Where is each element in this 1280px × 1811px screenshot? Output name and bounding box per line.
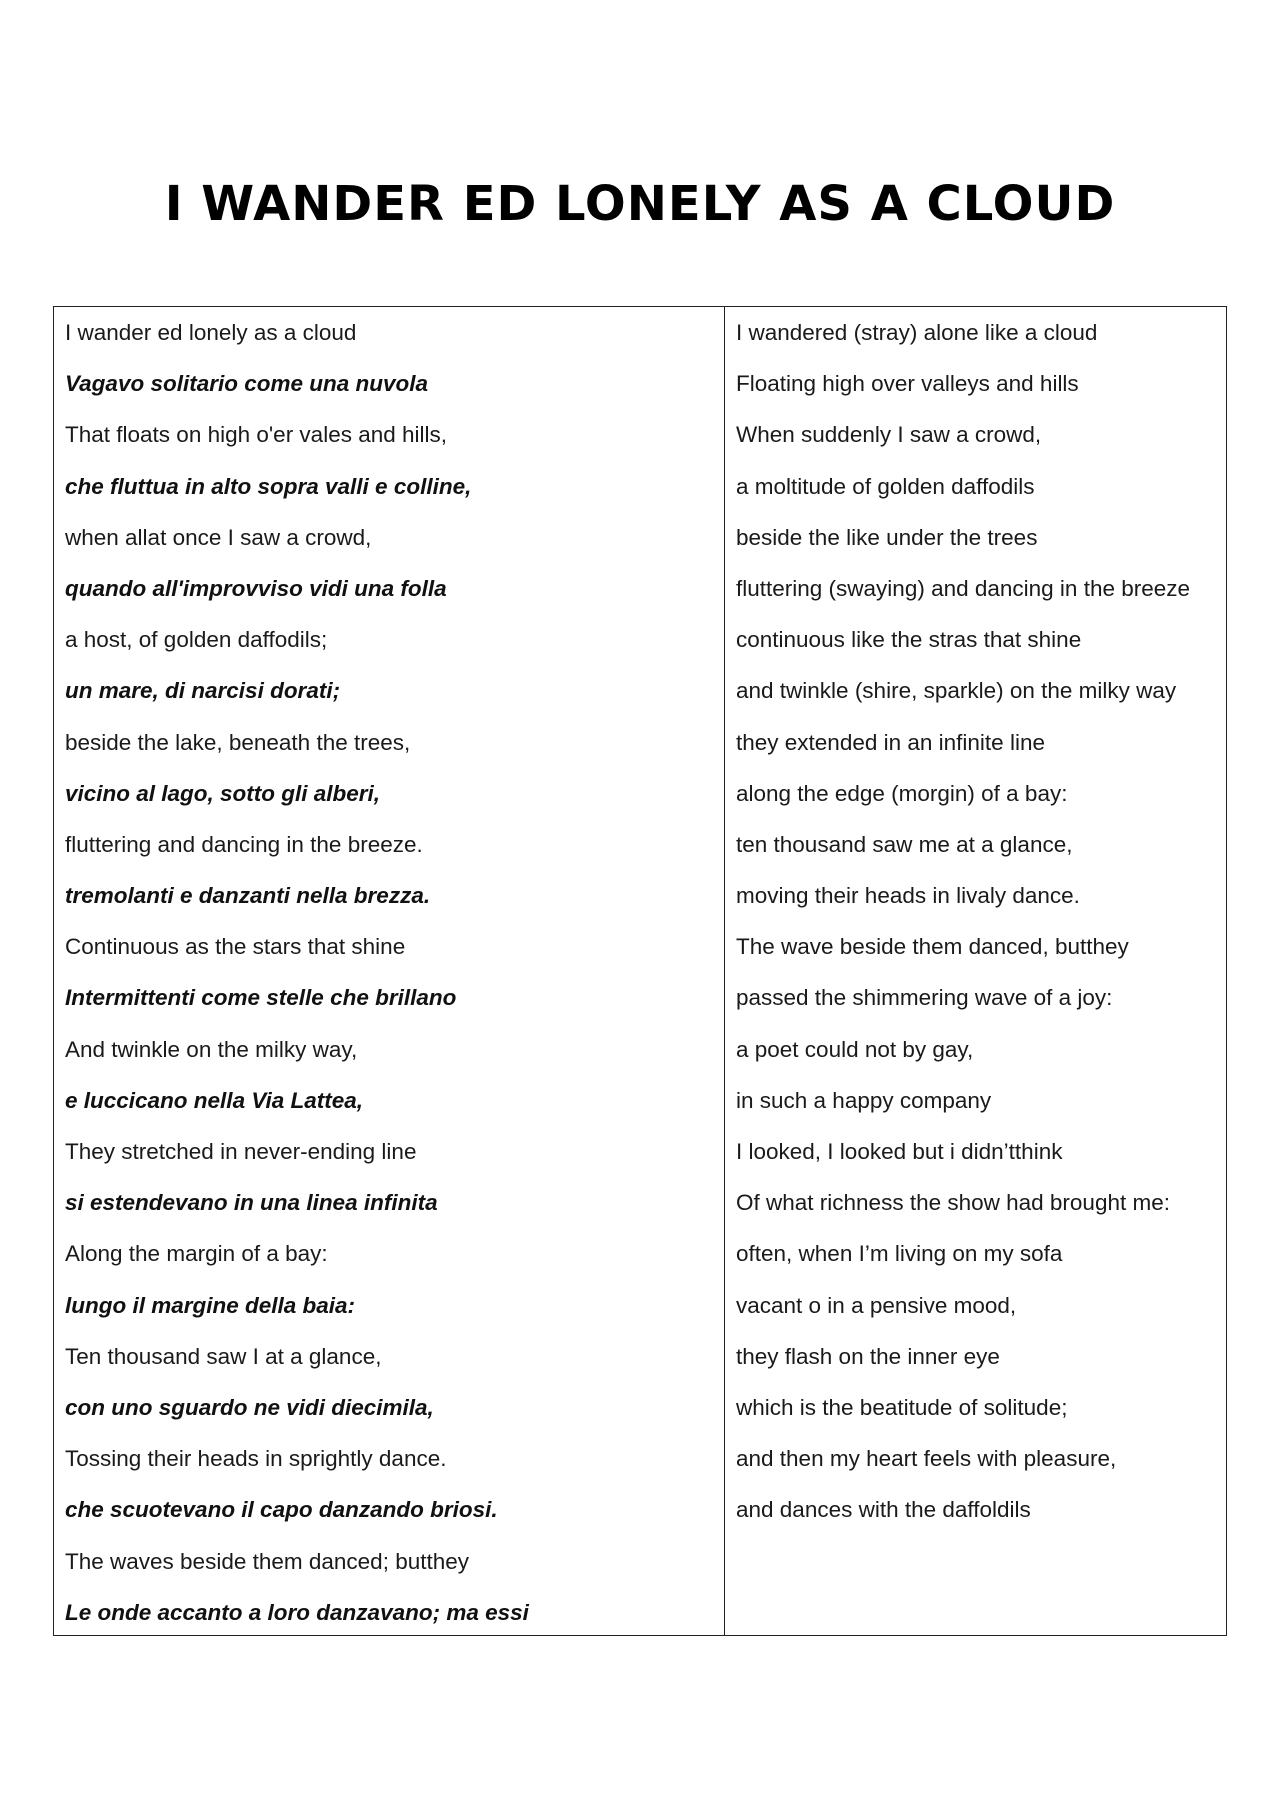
left-poem-line-4: che fluttua in alto sopra valli e colline, [65,473,472,499]
right-poem-line-23: and then my heart feels with pleasure, [736,1446,1117,1472]
right-poem-line-24: and dances with the daffoldils [736,1497,1031,1523]
left-poem-line-8: un mare, di narcisi dorati; [65,678,341,704]
right-poem-line-22: which is the beatitude of solitude; [736,1394,1068,1420]
right-poem-line-19: often, when I’m living on my sofa [736,1241,1063,1267]
poem-table [53,306,1227,1636]
page-title: I WANDER ED LONELY AS A CLOUD [164,176,1116,233]
left-poem-line-18: si estendevano in una linea infinita [65,1190,438,1216]
left-poem-line-22: con uno sguardo ne vidi diecimila, [65,1394,434,1420]
left-poem-line-14: Intermittenti come stelle che brillano [65,985,457,1011]
right-poem-line-6: fluttering (swaying) and dancing in the breeze [736,575,1191,601]
left-poem-line-9: beside the lake, beneath the trees, [65,729,411,755]
right-poem-line-10: along the edge (morgin) of a bay: [736,780,1068,806]
right-poem-line-21: they flash on the inner eye [736,1343,1000,1369]
left-poem-line-25: The waves beside them danced; butthey [65,1548,470,1574]
right-poem-line-1: I wandered (stray) alone like a cloud [736,320,1098,345]
left-poem-line-13: Continuous as the stars that shine [65,934,406,960]
left-poem-line-6: quando all'improvviso vidi una folla [65,575,447,601]
right-poem-line-8: and twinkle (shire, sparkle) on the milky way [736,678,1177,704]
left-poem-line-16: e luccicano nella Via Lattea, [65,1087,364,1113]
right-poem-line-5: beside the like under the trees [736,524,1038,550]
right-poem-line-13: The wave beside them danced, butthey [736,934,1129,960]
left-poem-line-19: Along the margin of a bay: [65,1241,328,1267]
right-poem-line-7: continuous like the stras that shine [736,627,1082,653]
left-poem-line-2: Vagavo solitario come una nuvola [65,371,429,397]
left-poem-line-21: Ten thousand saw I at a glance, [65,1343,382,1369]
right-poem-line-9: they extended in an infinite line [736,729,1045,755]
right-poem-line-18: Of what richness the show had brought me: [736,1190,1170,1216]
left-poem-line-11: fluttering and dancing in the breeze. [65,831,423,857]
english-paraphrase-column [725,307,1226,1635]
left-poem-line-17: They stretched in never-ending line [65,1139,417,1164]
left-poem-line-5: when allat once I saw a crowd, [65,524,372,550]
left-poem-line-23: Tossing their heads in sprightly dance. [65,1446,447,1472]
left-poem-line-12: tremolanti e danzanti nella brezza. [65,883,431,909]
original-and-italian-column [54,307,725,1635]
right-poem-line-20: vacant o in a pensive mood, [736,1292,1017,1318]
right-poem-line-2: Floating high over valleys and hills [736,371,1079,397]
right-poem-line-15: a poet could not by gay, [736,1036,974,1062]
right-poem-line-3: When suddenly I saw a crowd, [736,422,1042,448]
right-poem-line-11: ten thousand saw me at a glance, [736,831,1073,857]
left-poem-line-20: lungo il margine della baia: [65,1292,356,1318]
left-poem-line-10: vicino al lago, sotto gli alberi, [65,780,381,806]
left-poem-line-26: Le onde accanto a loro danzavano; ma essi [65,1599,529,1625]
left-poem-line-24: che scuotevano il capo danzando briosi. [65,1497,498,1523]
right-poem-line-16: in such a happy company [736,1087,992,1113]
left-poem-line-15: And twinkle on the milky way, [65,1036,358,1062]
left-poem-line-3: That floats on high o'er vales and hills, [65,422,448,448]
right-poem-line-17: I looked, I looked but i didn’tthink [736,1139,1063,1164]
left-poem-line-7: a host, of golden daffodils; [65,627,328,653]
right-poem-line-14: passed the shimmering wave of a joy: [736,985,1113,1011]
right-poem-line-12: moving their heads in livaly dance. [736,883,1080,909]
right-poem-line-4: a moltitude of golden daffodils [736,473,1035,499]
left-poem-line-1: I wander ed lonely as a cloud [65,320,357,345]
